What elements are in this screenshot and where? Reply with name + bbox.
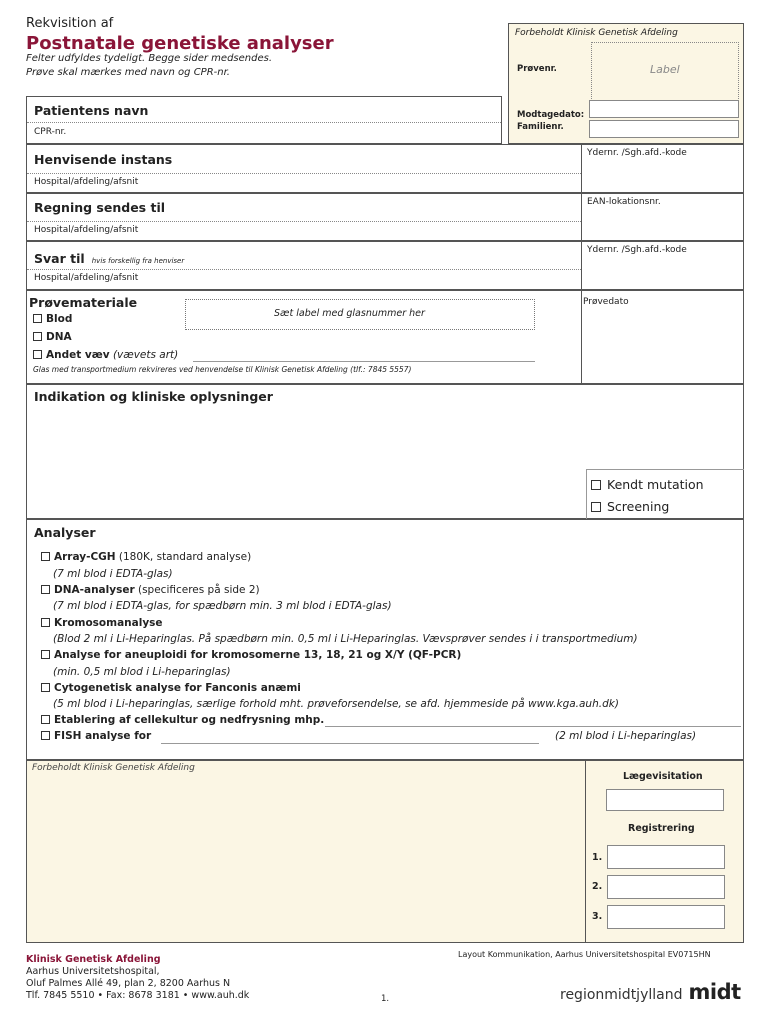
sample-option-blod[interactable]: [33, 313, 72, 325]
sample-option-other[interactable]: [33, 349, 178, 361]
reply-title: Svar til: [34, 251, 85, 266]
reserved-bottom-box: [26, 760, 744, 943]
analysis-note: (5 ml blod i Li-heparinglas, særlige forhold mht. prøveforsendelse, se afd. hjemmeside på www.kga.auh.dk): [53, 698, 619, 710]
region-name: regionmidtjylland: [560, 987, 683, 1003]
familienr-label: Familienr.: [517, 122, 564, 132]
analysis-item-fish[interactable]: [41, 730, 151, 742]
referrer-title: Henvisende instans: [34, 152, 173, 167]
instructions-line-1: Felter udfyldes tydeligt. Begge sider medsendes.: [26, 53, 273, 64]
checkbox-kromosomanalyse[interactable]: [41, 618, 50, 627]
referrer-side-label: Ydernr. /Sgh.afd.-kode: [587, 148, 687, 158]
cpr-label: CPR-nr.: [34, 127, 67, 137]
registration-label: Registrering: [628, 823, 695, 834]
sample-label-hint: Sæt label med glasnummer her: [274, 308, 425, 319]
reply-divider: [27, 269, 581, 270]
checkbox-cellekultur[interactable]: [41, 715, 50, 724]
sample-title: Prøvemateriale: [29, 295, 138, 310]
region-logo: [560, 980, 741, 1004]
sample-other-input-line[interactable]: [193, 361, 535, 362]
footer-hospital: Aarhus Universitetshospital,: [26, 966, 160, 977]
analysis-label: Cytogenetisk analyse for Fanconis anæmi: [54, 682, 301, 694]
billing-sub-label: Hospital/afdeling/afsnit: [34, 225, 139, 235]
registration-field-1[interactable]: [607, 845, 725, 869]
reg-number-1: 1.: [592, 852, 603, 863]
reply-box[interactable]: [26, 241, 744, 290]
billing-title: Regning sendes til: [34, 200, 166, 215]
reserved-bottom-divider: [585, 761, 586, 942]
reserved-top-box: [508, 23, 744, 144]
modtagedato-field[interactable]: [589, 100, 739, 118]
billing-divider: [27, 221, 581, 222]
label-placeholder: Label: [650, 63, 680, 76]
patient-title: Patientens navn: [34, 103, 149, 118]
checkbox-dna-analyser[interactable]: [41, 585, 50, 594]
familienr-field[interactable]: [589, 120, 739, 138]
visitation-field[interactable]: [606, 789, 724, 811]
footer-dept: Klinisk Genetisk Afdeling: [26, 954, 161, 965]
analysis-note: (min. 0,5 ml blod i Li-heparinglas): [53, 666, 231, 678]
fish-input-line[interactable]: [161, 743, 539, 744]
reserved-top-caption: Forbeholdt Klinisk Genetisk Afdeling: [515, 28, 678, 38]
instructions-line-2: Prøve skal mærkes med navn og CPR-nr.: [26, 67, 230, 78]
checkbox-array-cgh[interactable]: [41, 552, 50, 561]
analysis-item-kromosom[interactable]: [41, 617, 163, 629]
indication-title: Indikation og kliniske oplysninger: [34, 389, 273, 404]
provenr-label: Prøvenr.: [517, 64, 557, 74]
analysis-label: Kromosomanalyse: [54, 617, 163, 629]
form-title: Postnatale genetiske analyser: [26, 33, 334, 54]
indication-box[interactable]: [26, 384, 744, 519]
checkbox-blod[interactable]: [33, 314, 42, 323]
visitation-label: Lægevisitation: [623, 771, 703, 782]
reg-number-3: 3.: [592, 911, 603, 922]
indication-options-box: [586, 469, 744, 519]
analysis-item-aneuploidi[interactable]: [41, 649, 461, 661]
sample-box: [26, 290, 744, 384]
indication-option-screening[interactable]: [591, 499, 669, 514]
fish-label: FISH analyse for: [54, 730, 152, 742]
analysis-label: Array-CGH: [54, 551, 116, 563]
reply-side-label: Ydernr. /Sgh.afd.-kode: [587, 245, 687, 255]
reply-title-row: [34, 248, 184, 267]
checkbox-dna[interactable]: [33, 332, 42, 341]
reg-number-2: 2.: [592, 881, 603, 892]
analysis-item-cellekultur[interactable]: [41, 714, 324, 726]
footer-contact: Tlf. 7845 5510 • Fax: 8678 3181 • www.auh.dk: [26, 990, 250, 1001]
sample-other-hint: (vævets art): [112, 349, 179, 361]
reserved-bottom-caption: Forbeholdt Klinisk Genetisk Afdeling: [32, 763, 195, 773]
sample-option-label: Blod: [46, 313, 73, 325]
referrer-side-divider: [581, 145, 582, 192]
analysis-extra: (specificeres på side 2): [134, 584, 260, 596]
region-mark: midt: [688, 980, 741, 1004]
footer-layout-credit: Layout Kommunikation, Aarhus Universitetshospital EV0715HN: [458, 950, 711, 959]
sample-other-label: Andet væv: [46, 349, 110, 361]
analysis-extra: (180K, standard analyse): [115, 551, 252, 563]
sample-label-area: [185, 299, 535, 330]
checkbox-kendt-mutation[interactable]: [591, 480, 601, 490]
referrer-divider: [27, 173, 581, 174]
reply-sub-label: Hospital/afdeling/afsnit: [34, 273, 139, 283]
analyses-box: [26, 519, 744, 760]
modtagedato-label: Modtagedato:: [517, 110, 585, 120]
footer-address: Oluf Palmes Allé 49, plan 2, 8200 Aarhus N: [26, 978, 231, 989]
referrer-box[interactable]: [26, 144, 744, 193]
analysis-item-array-cgh[interactable]: [41, 551, 251, 563]
checkbox-screening[interactable]: [591, 502, 601, 512]
sample-option-dna[interactable]: [33, 331, 72, 343]
patient-box[interactable]: [26, 96, 502, 144]
registration-field-3[interactable]: [607, 905, 725, 929]
analysis-note: (7 ml blod i EDTA-glas, for spædbørn min. 3 ml blod i EDTA-glas): [53, 600, 392, 612]
referrer-sub-label: Hospital/afdeling/afsnit: [34, 177, 139, 187]
checkbox-fish[interactable]: [41, 731, 50, 740]
sample-option-label: DNA: [46, 331, 72, 343]
patient-divider: [27, 122, 501, 123]
billing-side-divider: [581, 194, 582, 240]
fish-note: (2 ml blod i Li-heparinglas): [555, 730, 697, 742]
reply-note: hvis forskellig fra henviser: [91, 257, 185, 265]
reply-side-divider: [581, 242, 582, 289]
cellekultur-input-line[interactable]: [325, 726, 741, 727]
checkbox-fanconi[interactable]: [41, 683, 50, 692]
analyses-title: Analyser: [34, 525, 96, 540]
checkbox-aneuploidi[interactable]: [41, 650, 50, 659]
indication-option-label: Kendt mutation: [607, 477, 704, 492]
form-prefix: Rekvisition af: [26, 16, 114, 31]
cellekultur-label: Etablering af cellekultur og nedfrysning mhp.: [54, 714, 325, 726]
indication-option-label: Screening: [607, 499, 670, 514]
checkbox-other[interactable]: [33, 350, 42, 359]
analysis-note: (Blod 2 ml i Li-Heparinglas. På spædbørn min. 0,5 ml i Li-Heparinglas. Vævsprøver sendes i i transportmedium): [53, 633, 638, 645]
registration-field-2[interactable]: [607, 875, 725, 899]
analysis-label: DNA-analyser: [54, 584, 135, 596]
billing-side-label: EAN-lokationsnr.: [587, 197, 661, 207]
billing-box[interactable]: [26, 193, 744, 241]
analysis-item-dna[interactable]: [41, 584, 260, 596]
footer-page-number: 1.: [381, 994, 390, 1004]
sample-footnote: Glas med transportmedium rekvireres ved henvendelse til Klinisk Genetisk Afdeling (tlf.: 7845 5557): [33, 365, 412, 374]
analysis-item-fanconi[interactable]: [41, 682, 301, 694]
sample-date-label: Prøvedato: [583, 297, 629, 307]
analysis-note: (7 ml blod i EDTA-glas): [53, 568, 173, 580]
analysis-label: Analyse for aneuploidi for kromosomerne 13, 18, 21 og X/Y (QF-PCR): [54, 649, 462, 661]
sample-side-divider: [581, 291, 582, 383]
indication-option-kendt[interactable]: [591, 477, 704, 492]
